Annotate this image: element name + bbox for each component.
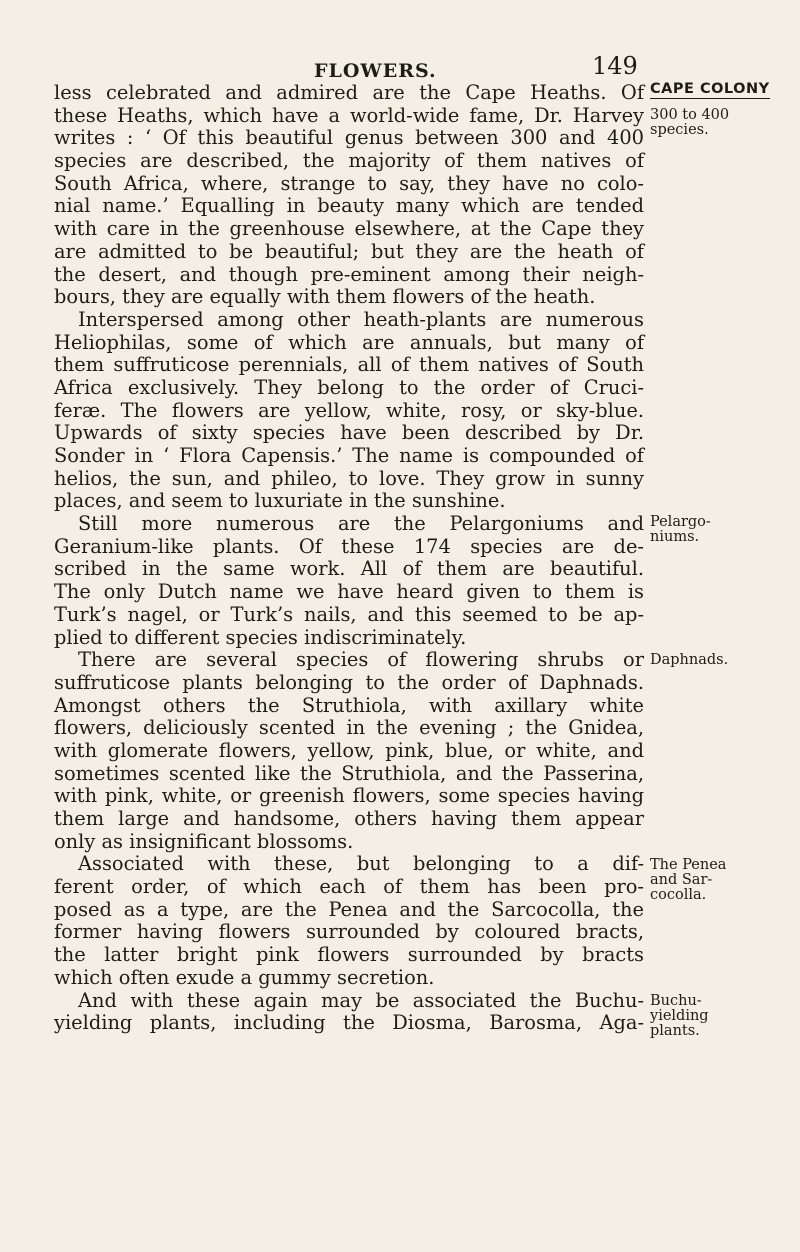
body-text bbox=[54, 82, 644, 1035]
text-line: Sonder in ‘ Flora Capensis.’ The name is compounded of bbox=[54, 444, 644, 467]
margin-line: The Penea bbox=[650, 857, 727, 873]
text-line: Heliophilas, some of which are annuals, but many of bbox=[54, 330, 644, 354]
text-line: former having flowers surrounded by coloured bracts, bbox=[54, 920, 644, 944]
margin-line: and Sar- bbox=[650, 872, 713, 888]
text-line: South Africa, where, strange to say, they have no colo- bbox=[54, 171, 644, 195]
text-line: these Heaths, which have a world-wide fame, Dr. Harvey bbox=[54, 103, 644, 127]
text-line: feræ. The flowers are yellow, white, rosy, or sky-blue. bbox=[54, 398, 644, 422]
text-line: Associated with these, but belonging to a dif- bbox=[78, 852, 644, 876]
text-line: the desert, and though pre-eminent among their neigh- bbox=[54, 262, 644, 286]
margin-note-pelargoniums bbox=[650, 515, 790, 545]
text-line: helios, the sun, and phileo, to love. They grow in sunny bbox=[54, 466, 644, 490]
text-line: less celebrated and admired are the Cape Heaths. Of bbox=[54, 81, 644, 104]
text-line: scribed in the same work. All of them are beautiful. bbox=[54, 557, 644, 581]
text-line: them large and handsome, others having them appear bbox=[54, 807, 644, 830]
margin-note-penea bbox=[650, 858, 790, 903]
running-head: FLOWERS. bbox=[314, 60, 437, 82]
text-line: Turk’s nagel, or Turk’s nails, and this seemed to be ap- bbox=[54, 602, 644, 626]
margin-line: yielding bbox=[650, 1008, 709, 1024]
margin-note-species bbox=[650, 108, 790, 138]
text-line: the latter bright pink flowers surrounded by bracts bbox=[54, 943, 644, 967]
text-line: Still more numerous are the Pelargoniums and bbox=[78, 512, 644, 536]
text-line: flowers, deliciously scented in the evening ; the Gnidea, bbox=[54, 716, 644, 740]
text-line: which often exude a gummy secretion. bbox=[54, 965, 435, 989]
margin-line: plants. bbox=[650, 1023, 700, 1039]
text-line: only as insignificant blossoms. bbox=[54, 829, 354, 853]
text-line: The only Dutch name we have heard given to them is bbox=[54, 580, 644, 604]
margin-note-buchu bbox=[650, 994, 790, 1039]
margin-line: niums. bbox=[650, 529, 700, 545]
text-line: them suffruticose perennials, all of them natives of South bbox=[54, 353, 644, 377]
margin-line: cocolla. bbox=[650, 887, 707, 903]
text-line: yielding plants, including the Diosma, Barosma, Aga- bbox=[54, 1011, 644, 1035]
margin-note-cape-colony bbox=[650, 82, 790, 99]
text-line: bours, they are equally with them flowers of the heath. bbox=[54, 285, 596, 309]
text-line: plied to different species indiscriminately. bbox=[54, 625, 467, 649]
margin-line: Pelargo- bbox=[650, 514, 711, 530]
text-line: with care in the greenhouse elsewhere, at the Cape they bbox=[54, 217, 644, 241]
margin-line: 300 to 400 bbox=[650, 107, 730, 123]
text-line: Upwards of sixty species have been described by Dr. bbox=[54, 421, 644, 445]
text-line: Africa exclusively. They belong to the order of Cruci- bbox=[54, 375, 644, 399]
text-line: Geranium-like plants. Of these 174 species are de- bbox=[54, 534, 644, 558]
text-line: ferent order, of which each of them has been pro- bbox=[54, 875, 644, 899]
text-line: nial name.’ Equalling in beauty many which are tended bbox=[54, 194, 644, 218]
text-line: with glomerate flowers, yellow, pink, blue, or white, and bbox=[54, 738, 644, 762]
margin-note-daphnads bbox=[650, 653, 790, 668]
text-line: And with these again may be associated the Buchu- bbox=[78, 988, 644, 1012]
text-line: Amongst others the Struthiola, with axillary white bbox=[54, 693, 644, 717]
text-line: places, and seem to luxuriate in the sunshine. bbox=[54, 489, 506, 513]
text-line: Interspersed among other heath-plants are numerous bbox=[78, 307, 644, 331]
margin-heading: CAPE COLONY bbox=[650, 81, 770, 97]
text-line: sometimes scented like the Struthiola, and the Passerina, bbox=[54, 761, 644, 785]
page-number: 149 bbox=[592, 52, 638, 80]
margin-line: species. bbox=[650, 122, 709, 138]
text-line: with pink, white, or greenish flowers, some species having bbox=[54, 784, 644, 808]
text-line: species are described, the majority of them natives of bbox=[54, 149, 644, 173]
text-line: writes : ‘ Of this beautiful genus between 300 and 400 bbox=[54, 126, 644, 150]
text-line: There are several species of flowering shrubs or bbox=[78, 648, 644, 672]
text-line: are admitted to be beautiful; but they are the heath of bbox=[54, 239, 644, 263]
text-line: suffruticose plants belonging to the order of Daphnads. bbox=[54, 670, 644, 694]
margin-line: Daphnads. bbox=[650, 652, 729, 668]
text-line: posed as a type, are the Penea and the Sarcocolla, the bbox=[54, 897, 644, 921]
margin-line: Buchu- bbox=[650, 993, 702, 1009]
